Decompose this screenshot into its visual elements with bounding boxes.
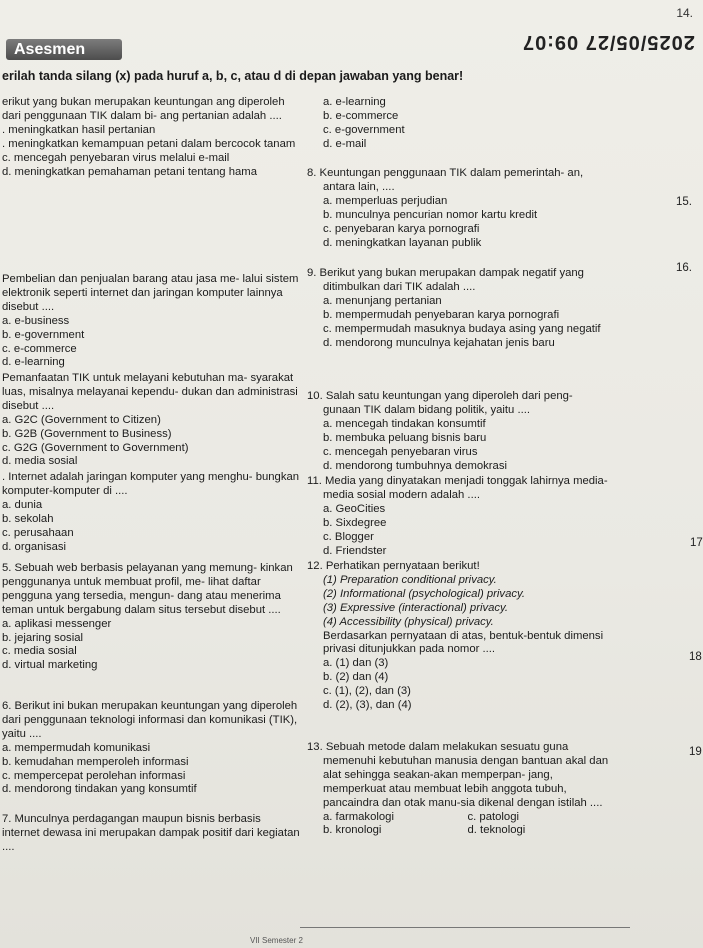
question-6 <box>2 700 300 812</box>
question-stem: 8. Keuntungan penggunaan TIK dalam pemerintah- an, antara lain, .... <box>307 167 584 193</box>
question-7 <box>2 813 300 855</box>
answer-option[interactable]: d. media sosial <box>2 455 78 468</box>
answer-option[interactable]: . meningkatkan kemampuan petani dalam bercocok tanam <box>2 137 296 150</box>
question-2 <box>2 273 300 371</box>
answer-option[interactable]: a. GeoCities <box>323 502 386 515</box>
answer-option[interactable]: a. e-business <box>2 314 70 327</box>
answer-option[interactable]: c. e-government <box>323 123 405 136</box>
question-stem: Pembelian dan penjualan barang atau jasa me- lalui sistem elektronik seperti internet dan jaringan komputer lainnya disebut .... <box>2 273 299 313</box>
answer-option[interactable]: d. meningkatkan layanan publik <box>323 236 482 249</box>
answer-option[interactable]: b. e-government <box>2 328 85 341</box>
answer-option[interactable]: c. mempermudah masuknya budaya asing yang negatif <box>323 322 601 335</box>
answer-option[interactable]: a. (1) dan (3) <box>323 657 389 670</box>
answer-option[interactable]: b. membuka peluang bisnis baru <box>323 431 487 444</box>
answer-option[interactable]: a. farmakologi <box>323 810 394 823</box>
right-column <box>307 96 612 839</box>
margin-number: 15. <box>676 196 692 208</box>
answer-option[interactable]: . meningkatkan hasil pertanian <box>2 123 156 136</box>
answer-option[interactable]: c. media sosial <box>2 645 77 658</box>
answer-option[interactable]: c. (1), (2), dan (3) <box>323 685 411 698</box>
answer-option[interactable]: b. mempermudah penyebaran karya pornografi <box>323 308 560 321</box>
question-stem: . Internet adalah jaringan komputer yang menghu- bungkan komputer-komputer di .... <box>2 471 300 497</box>
answer-option[interactable]: b. kronologi <box>323 824 382 837</box>
footer-rule <box>300 927 630 928</box>
question-10 <box>307 390 612 474</box>
question-11 <box>307 475 612 559</box>
question-stem: 13. Sebuah metode dalam melakukan sesuatu guna memenuhi kebutuhan manusia dengan bantuan akal dan alat sehingga seakan-akan memperpan- jang, memperkuat atau membuat lebih anggota tubuh, pancaindra dan otak manu-sia dikenal dengan istilah .... <box>307 741 609 809</box>
question-followup: Berdasarkan pernyataan di atas, bentuk-bentuk dimensi privasi ditunjukkan pada nomor .... <box>323 629 604 656</box>
question-stem: 10. Salah satu keuntungan yang diperoleh dari peng- gunaan TIK dalam bidang politik, yaitu .... <box>307 390 573 416</box>
answer-option[interactable]: a. menunjang pertanian <box>323 294 442 307</box>
question-stem: 5. Sebuah web berbasis pelayanan yang memung- kinkan penggunanya untuk membuat profil, me- lihat daftar pengguna yang tersedia, mengun- dang atau menerima teman untuk bergabung dalam situs tersebut disebut .... <box>2 562 293 616</box>
answer-option[interactable]: b. kemudahan memperoleh informasi <box>2 755 189 768</box>
answer-option[interactable]: b. (2) dan (4) <box>323 671 389 684</box>
answer-option[interactable]: d. mendorong tumbuhnya demokrasi <box>323 459 507 472</box>
question-stem: 6. Berikut ini bukan merupakan keuntungan yang diperoleh dari penggunaan teknologi informasi dan komunikasi (TIK), yaitu .... <box>2 700 298 740</box>
page-number: 14. <box>676 6 693 20</box>
answer-option[interactable]: d. mendorong tindakan yang konsumtif <box>2 783 197 796</box>
section-badge: Asesmen <box>6 39 122 60</box>
question-stem: 9. Berikut yang bukan merupakan dampak negatif yang ditimbulkan dari TIK adalah .... <box>307 267 584 293</box>
answer-option[interactable]: d. mendorong munculnya kejahatan jenis baru <box>323 336 555 349</box>
answer-option[interactable]: b. G2B (Government to Business) <box>2 427 172 440</box>
answer-option[interactable]: d. e-learning <box>2 356 65 369</box>
left-column <box>2 96 300 856</box>
question-stem: 7. Munculnya perdagangan maupun bisnis berbasis internet dewasa ini merupakan dampak positif dari kegiatan .... <box>2 813 300 853</box>
answer-option[interactable]: d. Friendster <box>323 544 387 557</box>
answer-option[interactable]: b. sekolah <box>2 512 54 525</box>
statement-item: (1) Preparation conditional privacy. <box>323 573 497 586</box>
margin-number: 16. <box>676 262 692 274</box>
answer-option[interactable]: c. perusahaan <box>2 526 74 539</box>
answer-option[interactable]: a. memperluas perjudian <box>323 194 448 207</box>
question-stem: 11. Media yang dinyatakan menjadi tonggak lahirnya media-media sosial modern adalah .... <box>307 475 608 501</box>
answer-option[interactable]: d. e-mail <box>323 137 367 150</box>
answer-option[interactable]: c. mencegah penyebaran virus <box>323 445 478 458</box>
question-9 <box>307 267 612 389</box>
answer-option[interactable]: c. mempercepat perolehan informasi <box>2 769 186 782</box>
statement-item: (4) Accessibility (physical) privacy. <box>323 615 494 628</box>
question-5 <box>2 562 300 699</box>
answer-option[interactable]: c. mencegah penyebaran virus melalui e-mail <box>2 151 230 164</box>
answer-option[interactable]: d. (2), (3), dan (4) <box>323 699 412 712</box>
answer-option[interactable]: d. virtual marketing <box>2 659 98 672</box>
question-1 <box>2 96 300 272</box>
question-3 <box>2 372 300 470</box>
answer-option[interactable]: d. meningkatkan pemahaman petani tentang hama <box>2 165 257 178</box>
answer-option[interactable]: b. munculnya pencurian nomor kartu kredit <box>323 208 538 221</box>
question-stem: Pemanfaatan TIK untuk melayani kebutuhan ma- syarakat luas, misalnya melayanai kependu- dukan dan administrasi disebut .... <box>2 372 298 412</box>
answer-option[interactable]: c. patologi <box>467 810 519 823</box>
statement-item: (2) Informational (psychological) privacy. <box>323 587 525 600</box>
timestamp-stamp: 2025/05/27 09:07 <box>522 31 695 53</box>
options-grid <box>307 811 612 839</box>
answer-option[interactable]: c. Blogger <box>323 530 374 543</box>
question-8 <box>307 167 612 266</box>
answer-option[interactable]: a. dunia <box>2 498 43 511</box>
answer-option[interactable]: c. e-commerce <box>2 342 77 355</box>
margin-number: 17 <box>690 537 703 549</box>
question-stem: erikut yang bukan merupakan keuntungan ang diperoleh dari penggunaan TIK dalam bi- ang pertanian adalah .... <box>2 96 285 122</box>
answer-option[interactable]: a. mencegah tindakan konsumtif <box>323 417 486 430</box>
question-13 <box>307 741 612 838</box>
margin-number: 19 <box>689 746 702 758</box>
question-7-options <box>307 96 612 166</box>
answer-option[interactable]: a. aplikasi messenger <box>2 617 112 630</box>
answer-option[interactable]: d. teknologi <box>467 824 526 837</box>
margin-number: 18 <box>689 651 702 663</box>
question-12 <box>307 560 612 740</box>
instruction-text: erilah tanda silang (x) pada huruf a, b, c, atau d di depan jawaban yang benar! <box>2 69 464 83</box>
answer-option[interactable]: c. penyebaran karya pornografi <box>323 222 480 235</box>
answer-option[interactable]: b. e-commerce <box>323 109 399 122</box>
answer-option[interactable]: a. e-learning <box>323 96 386 108</box>
question-stem: 12. Perhatikan pernyataan berikut! <box>307 560 480 572</box>
statement-item: (3) Expressive (interactional) privacy. <box>323 601 508 614</box>
footer-text: VII Semester 2 <box>250 936 303 945</box>
answer-option[interactable]: a. G2C (Government to Citizen) <box>2 413 161 426</box>
answer-option[interactable]: c. G2G (Government to Government) <box>2 441 189 454</box>
answer-option[interactable]: d. organisasi <box>2 540 67 553</box>
answer-option[interactable]: b. jejaring sosial <box>2 631 84 644</box>
question-4 <box>2 471 300 561</box>
answer-option[interactable]: a. mempermudah komunikasi <box>2 741 151 754</box>
answer-option[interactable]: b. Sixdegree <box>323 516 387 529</box>
